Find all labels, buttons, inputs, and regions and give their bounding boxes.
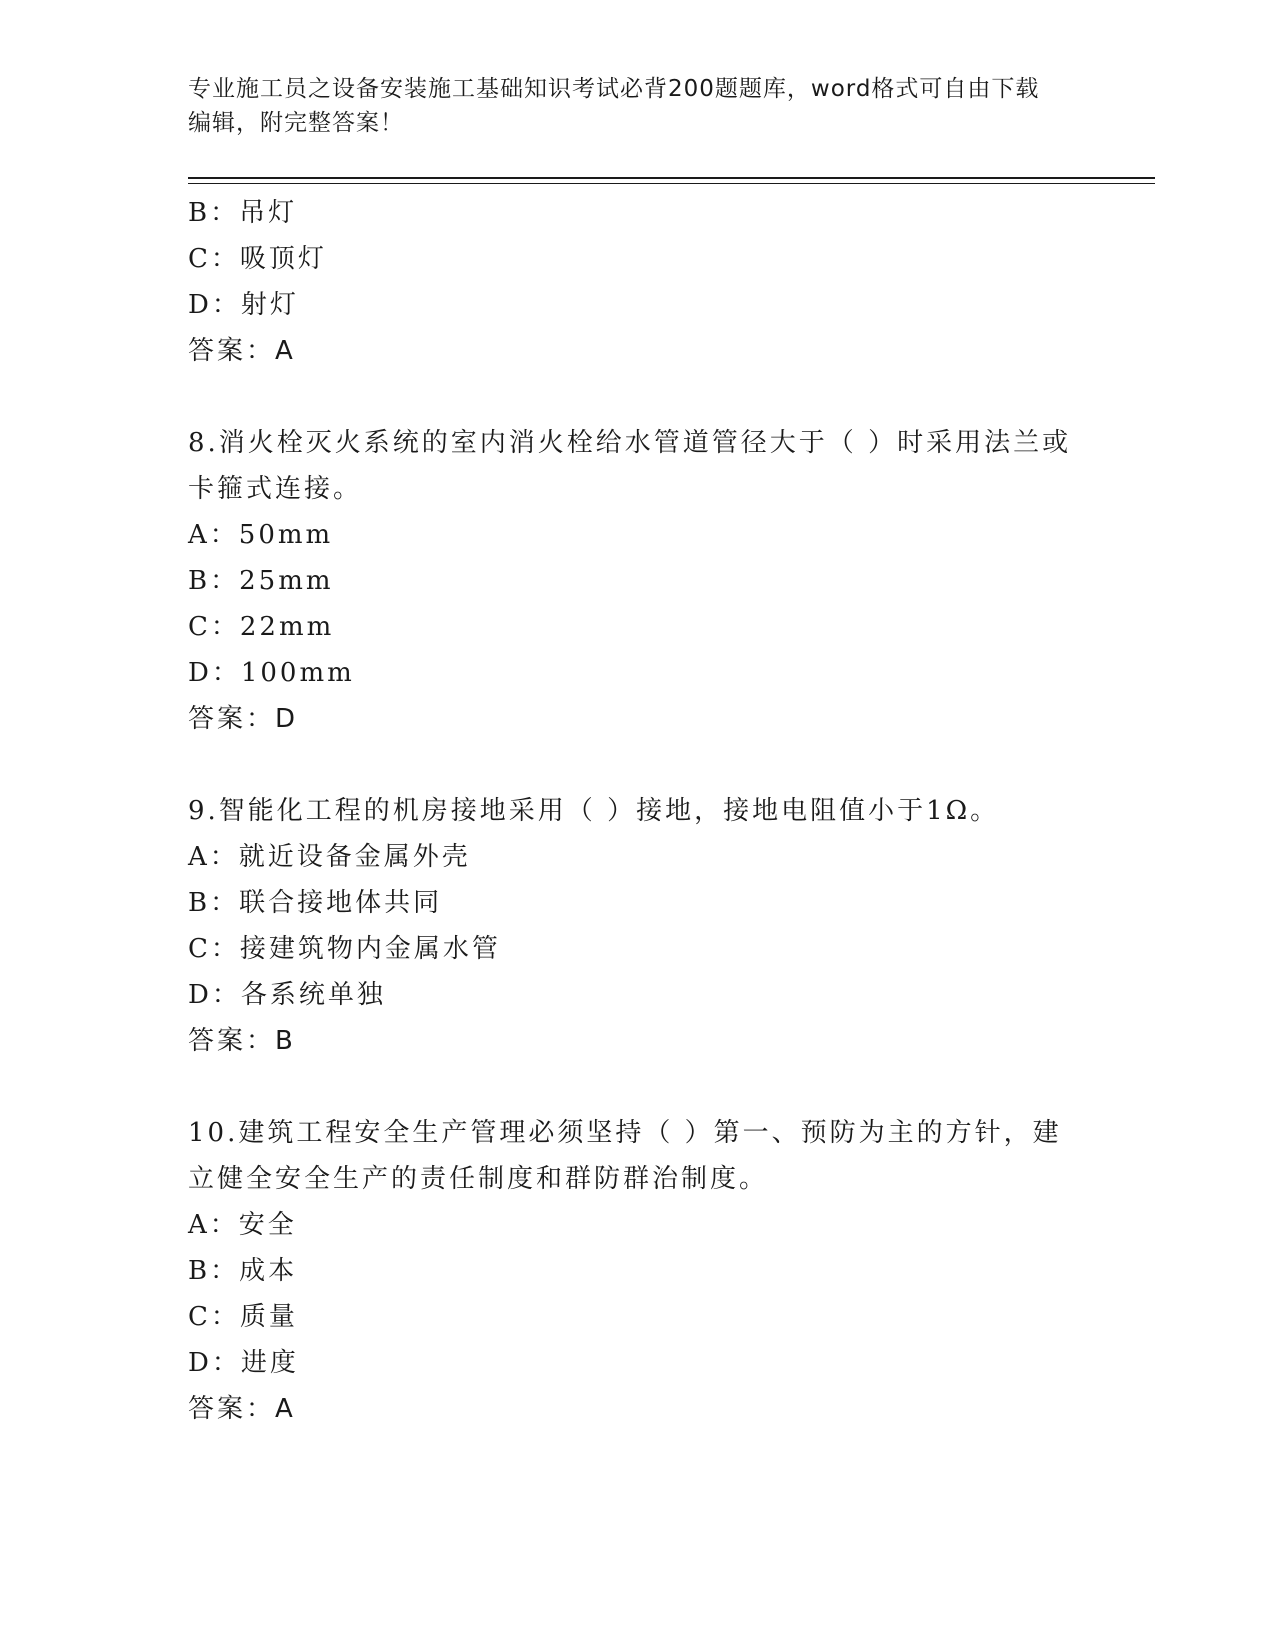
question-8 [188,420,1118,742]
question-stem: 卡箍式连接。 [188,474,363,504]
answer-label: 答案：A [188,1394,296,1424]
option-c: C：接建筑物内金属水管 [188,934,501,964]
question-content [188,190,1118,1432]
answer-label: 答案：A [188,336,296,366]
option-d: D：射灯 [188,290,299,320]
question-7-continued [188,190,1118,374]
option-a: A：安全 [188,1210,297,1240]
question-9 [188,788,1118,1064]
option-d: D：各系统单独 [188,980,386,1010]
option-a: A：50mm [188,520,334,550]
header-rule-thin [188,183,1155,184]
option-c: C：22mm [188,612,335,642]
question-stem: 10.建筑工程安全生产管理必须坚持（ ）第一、预防为主的方针，建 [188,1118,1062,1148]
question-stem: 8.消火栓灭火系统的室内消火栓给水管道管径大于（ ）时采用法兰或 [188,428,1072,458]
question-stem: 立健全安全生产的责任制度和群防群治制度。 [188,1164,769,1194]
option-c: C：质量 [188,1302,298,1332]
option-c: C：吸顶灯 [188,244,327,274]
option-b: B：吊灯 [188,198,298,228]
option-d: D：进度 [188,1348,299,1378]
answer-label: 答案：D [188,704,299,734]
document-header [188,72,1088,140]
header-rule-thick [188,177,1155,179]
question-stem: 9.智能化工程的机房接地采用（ ）接地，接地电阻值小于1Ω。 [188,796,1000,826]
option-b: B：成本 [188,1256,298,1286]
header-title-line-2: 编辑，附完整答案！ [188,110,404,136]
question-10 [188,1110,1118,1432]
header-title-line-1: 专业施工员之设备安装施工基础知识考试必背200题题库，word格式可自由下载 [188,76,1040,102]
answer-label: 答案：B [188,1026,296,1056]
option-b: B：25mm [188,566,334,596]
option-d: D：100mm [188,658,355,688]
option-b: B：联合接地体共同 [188,888,443,918]
option-a: A：就近设备金属外壳 [188,842,471,872]
